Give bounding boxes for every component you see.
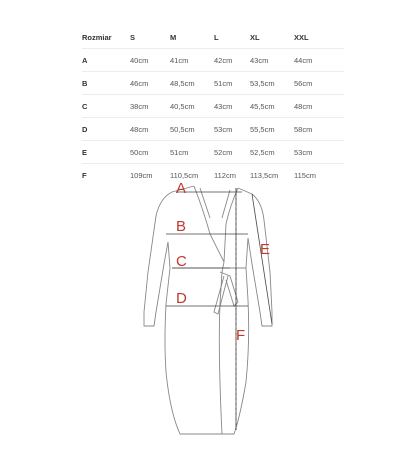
table-cell: 55,5cm <box>250 118 294 141</box>
table-cell: 110,5cm <box>170 164 214 187</box>
marker-b: B <box>176 218 187 235</box>
marker-a: A <box>176 180 187 197</box>
dress-measurement-diagram <box>130 172 290 457</box>
header-m: M <box>170 32 177 42</box>
table-cell: 56cm <box>294 72 344 95</box>
table-row <box>82 95 344 118</box>
table-cell: 40,5cm <box>170 95 214 118</box>
dress-body-left <box>165 242 224 434</box>
row-label: C <box>82 95 130 118</box>
table-cell: 51cm <box>214 72 250 95</box>
table-cell: 38cm <box>130 95 170 118</box>
table-row <box>82 72 344 95</box>
size-table-header-row <box>82 26 344 49</box>
table-cell: 48cm <box>130 118 170 141</box>
row-label: B <box>82 72 130 95</box>
table-cell: 41cm <box>170 49 214 72</box>
table-row <box>82 118 344 141</box>
table-cell: 53cm <box>214 118 250 141</box>
dress-outline <box>144 186 272 434</box>
table-cell: 48cm <box>294 95 344 118</box>
header-xxl: XXL <box>294 32 309 42</box>
table-cell: 52,5cm <box>250 141 294 164</box>
table-cell: 58cm <box>294 118 344 141</box>
table-row <box>82 49 344 72</box>
row-label: D <box>82 118 130 141</box>
table-cell: 51cm <box>170 141 214 164</box>
header-l: L <box>214 32 219 42</box>
marker-f: F <box>236 327 246 344</box>
table-cell: 40cm <box>130 49 170 72</box>
table-cell: 50cm <box>130 141 170 164</box>
table-cell: 109cm <box>130 164 170 187</box>
dress-wrap-front <box>219 262 224 434</box>
table-cell: 53,5cm <box>250 72 294 95</box>
header-xl: XL <box>250 32 260 42</box>
table-cell: 45,5cm <box>250 95 294 118</box>
header-size: Rozmiar <box>82 32 112 42</box>
table-row <box>82 141 344 164</box>
marker-c: C <box>176 253 187 270</box>
table-cell: 115cm <box>294 164 344 187</box>
table-cell: 112cm <box>214 164 250 187</box>
dress-collar <box>194 186 238 262</box>
table-cell: 52cm <box>214 141 250 164</box>
row-label: F <box>82 164 130 187</box>
table-cell: 50,5cm <box>170 118 214 141</box>
measurement-markers <box>176 180 270 344</box>
marker-d: D <box>176 290 187 307</box>
size-table <box>82 26 344 186</box>
header-s: S <box>130 32 136 42</box>
table-cell: 44cm <box>294 49 344 72</box>
table-cell: 113,5cm <box>250 164 294 187</box>
table-cell: 43cm <box>214 95 250 118</box>
table-cell: 43cm <box>250 49 294 72</box>
row-label: A <box>82 49 130 72</box>
table-cell: 46cm <box>130 72 170 95</box>
marker-e: E <box>260 241 271 258</box>
row-label: E <box>82 141 130 164</box>
table-cell: 42cm <box>214 49 250 72</box>
dimension-line-e <box>252 194 272 324</box>
table-cell: 48,5cm <box>170 72 214 95</box>
table-cell: 53cm <box>294 141 344 164</box>
